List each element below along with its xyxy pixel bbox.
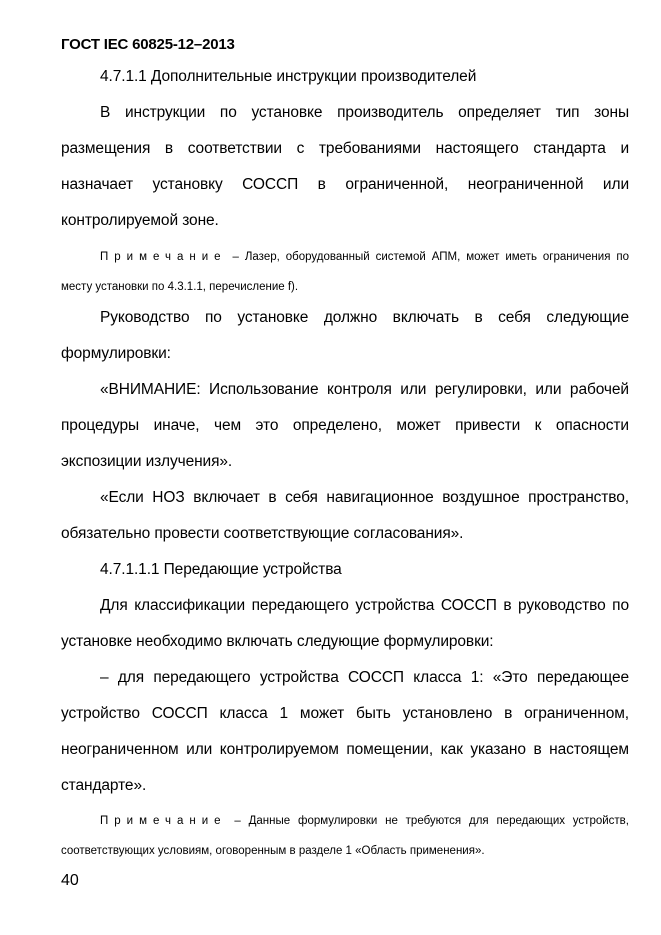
subsection-title: 4.7.1.1.1 Передающие устройства — [100, 561, 342, 578]
note-label: Примечание — [100, 251, 227, 263]
page-number: 40 — [61, 872, 79, 889]
paragraph-installation-zone: В инструкции по установке производитель определяет тип зоны размещения в соответствии с требованиями настоящего стандарта и назначает установку СОССП в ограниченной, неограниченной или контролируемой зоне. — [61, 104, 629, 229]
paragraph-classification: Для классификации передающего устройства СОССП в руководство по установке необходимо включать следующие формулировки: — [61, 597, 629, 650]
note-label: Примечание — [100, 815, 227, 827]
note-scope — [61, 806, 629, 866]
paragraph-class1-transmitter: – для передающего устройства СОССП класса 1: «Это передающее устройство СОССП класса 1 может быть установлено в ограниченном, неограниченном или контролируемом помещении, как указано в настоящем стандарте». — [61, 669, 629, 794]
document-header: ГОСТ IEC 60825-12–2013 — [61, 36, 235, 53]
paragraph-guide-wording: Руководство по установке должно включать в себя следующие формулировки: — [61, 309, 629, 362]
note-apm-laser — [61, 242, 629, 302]
paragraph-warning-quote: «ВНИМАНИЕ: Использование контроля или регулировки, или рабочей процедуры иначе, чем это определено, может привести к опасности экспозиции излучения». — [61, 381, 629, 470]
note-text: – Данные формулировки не требуются для передающих устройств, соответствующих условиям, оговоренным в разделе 1 «Область применения». — [61, 815, 629, 857]
section-title: 4.7.1.1 Дополнительные инструкции производителей — [100, 68, 477, 85]
note-text: – Лазер, оборудованный системой АПМ, может иметь ограничения по месту установки по 4.3.1.1, перечисление f). — [61, 251, 629, 293]
paragraph-airspace-quote: «Если НОЗ включает в себя навигационное воздушное пространство, обязательно провести соответствующие согласования». — [61, 489, 629, 542]
